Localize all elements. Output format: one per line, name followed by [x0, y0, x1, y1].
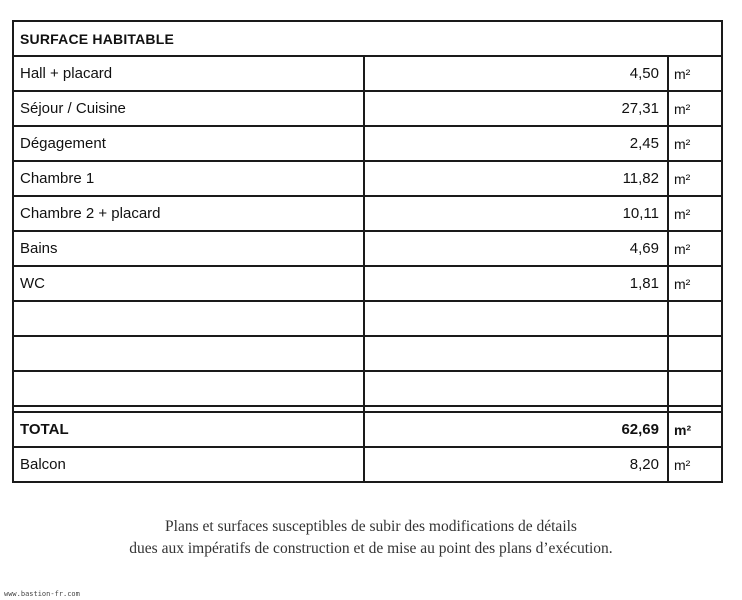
room-label: Chambre 1	[13, 161, 364, 196]
empty-row	[13, 371, 722, 406]
room-label: WC	[13, 266, 364, 301]
area-unit: m²	[668, 91, 722, 126]
empty-row	[13, 336, 722, 371]
room-area: 11,82	[364, 161, 668, 196]
area-unit: m²	[668, 266, 722, 301]
disclaimer-note	[0, 516, 742, 560]
room-area: 2,45	[364, 126, 668, 161]
table-header-row	[13, 21, 722, 56]
total-area: 62,69	[364, 412, 668, 447]
room-area: 4,69	[364, 231, 668, 266]
room-label: Bains	[13, 231, 364, 266]
table-row	[13, 196, 722, 231]
area-unit: m²	[668, 56, 722, 91]
table-row	[13, 56, 722, 91]
source-credit: www.bastion-fr.com	[4, 590, 80, 598]
empty-row	[13, 301, 722, 336]
table-row	[13, 231, 722, 266]
disclaimer-line-2: dues aux impératifs de construction et de mise au point des plans d’exécution.	[129, 540, 613, 557]
table-header: SURFACE HABITABLE	[13, 21, 722, 56]
area-unit: m²	[668, 412, 722, 447]
area-unit: m²	[668, 161, 722, 196]
balcon-row	[13, 447, 722, 482]
room-area: 10,11	[364, 196, 668, 231]
room-label: Dégagement	[13, 126, 364, 161]
area-unit: m²	[668, 231, 722, 266]
room-area: 1,81	[364, 266, 668, 301]
table-row	[13, 91, 722, 126]
area-unit: m²	[668, 196, 722, 231]
room-label: Chambre 2 + placard	[13, 196, 364, 231]
area-unit: m²	[668, 126, 722, 161]
table-row	[13, 266, 722, 301]
total-label: TOTAL	[13, 412, 364, 447]
room-area: 4,50	[364, 56, 668, 91]
surface-table	[12, 20, 723, 483]
total-row	[13, 412, 722, 447]
table-row	[13, 161, 722, 196]
room-label: Hall + placard	[13, 56, 364, 91]
room-area: 27,31	[364, 91, 668, 126]
balcon-area: 8,20	[364, 447, 668, 482]
balcon-label: Balcon	[13, 447, 364, 482]
surface-table-sheet	[12, 20, 721, 503]
area-unit: m²	[668, 447, 722, 482]
table-row	[13, 126, 722, 161]
disclaimer-line-1: Plans et surfaces susceptibles de subir des modifications de détails	[165, 518, 577, 535]
room-label: Séjour / Cuisine	[13, 91, 364, 126]
